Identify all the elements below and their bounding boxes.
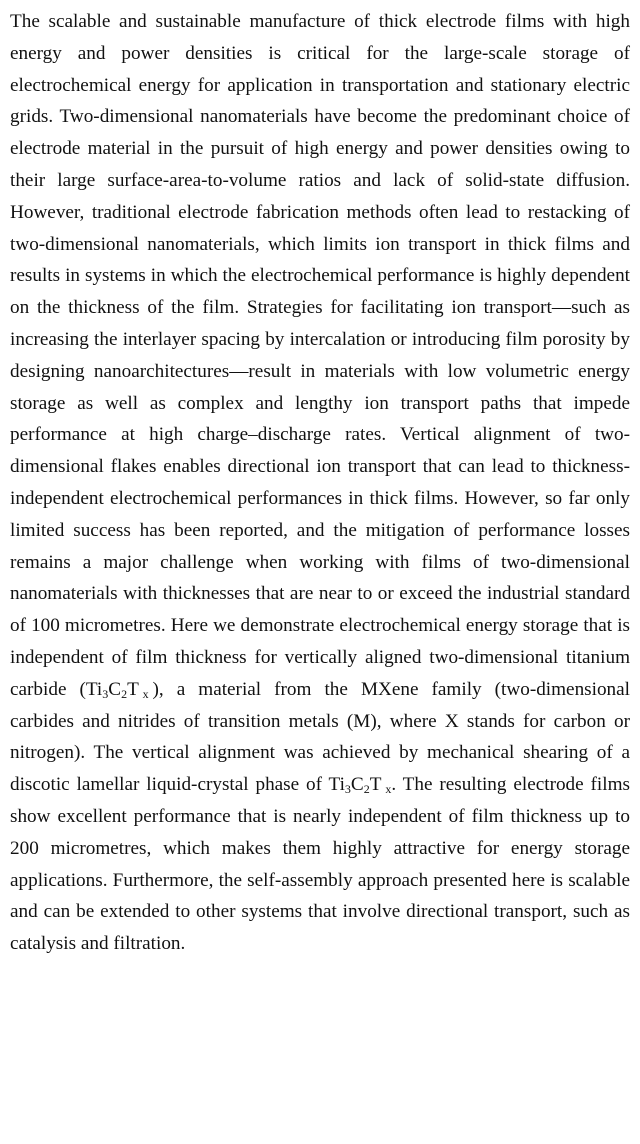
formula-2-subscript-2: 2 bbox=[363, 782, 370, 797]
formula-1-subscript-2: 2 bbox=[121, 686, 128, 701]
formula-2-carbon: C bbox=[350, 774, 364, 796]
abstract-text-part-3: . The resulting electrode films show excellent performance that is nearly independent of film thickness up to 200 micrometres, which makes them highly attractive for energy storage applications. Furthermore, the self-assembly approach presented here is scalable and can be extended to other systems that involve directional transport, such as catalysis and filtration. bbox=[10, 774, 630, 955]
abstract-text-part-2: ), a material from the MXene family (two-dimensional carbides and nitrides of transition metals (M), where X stands for carbon or nitrogen). The vertical alignment was achieved by mechanical shearing of a discotic lamellar liquid-crystal phase of Ti bbox=[10, 678, 630, 796]
abstract-text-part-1: The scalable and sustainable manufacture of thick electrode films with high energy and power densities is critical for the large-scale storage of electrochemical energy for application in transportation and stationary electric grids. Two-dimensional nanomaterials have become the predominant choice of electrode material in the pursuit of high energy and power densities owing to their large surface-area-to-volume ratios and lack of solid-state diffusion. However, traditional electrode fabrication methods often lead to restacking of two-dimensional nanomaterials, which limits ion transport in thick films and results in systems in which the electrochemical performance is highly dependent on the thickness of the film. Strategies for facilitating ion transport—such as increasing the interlayer spacing by intercalation or introducing film porosity by designing nanoarchitectures—result in materials with low volumetric energy storage as well as complex and lengthy ion transport paths that impede performance at high charge–discharge rates. Vertical alignment of two-dimensional flakes enables directional ion transport that can lead to thickness-independent electrochemical performances in thick films. However, so far only limited success has been reported, and the mitigation of performance losses remains a major challenge when working with films of two-dimensional nanomaterials with thicknesses that are near to or exceed the industrial standard of 100 micrometres. Here we demonstrate electrochemical energy storage that is independent of film thickness for vertically aligned two-dimensional titanium carbide (Ti bbox=[10, 11, 630, 700]
formula-2-termination: T bbox=[369, 774, 382, 796]
formula-1-carbon: C bbox=[108, 678, 122, 700]
formula-1-termination: T bbox=[127, 678, 139, 700]
formula-2-subscript-x: x bbox=[385, 782, 392, 797]
formula-1-subscript-3: 3 bbox=[102, 686, 109, 701]
formula-1-subscript-x: x bbox=[142, 686, 149, 701]
formula-2-subscript-3: 3 bbox=[344, 782, 351, 797]
